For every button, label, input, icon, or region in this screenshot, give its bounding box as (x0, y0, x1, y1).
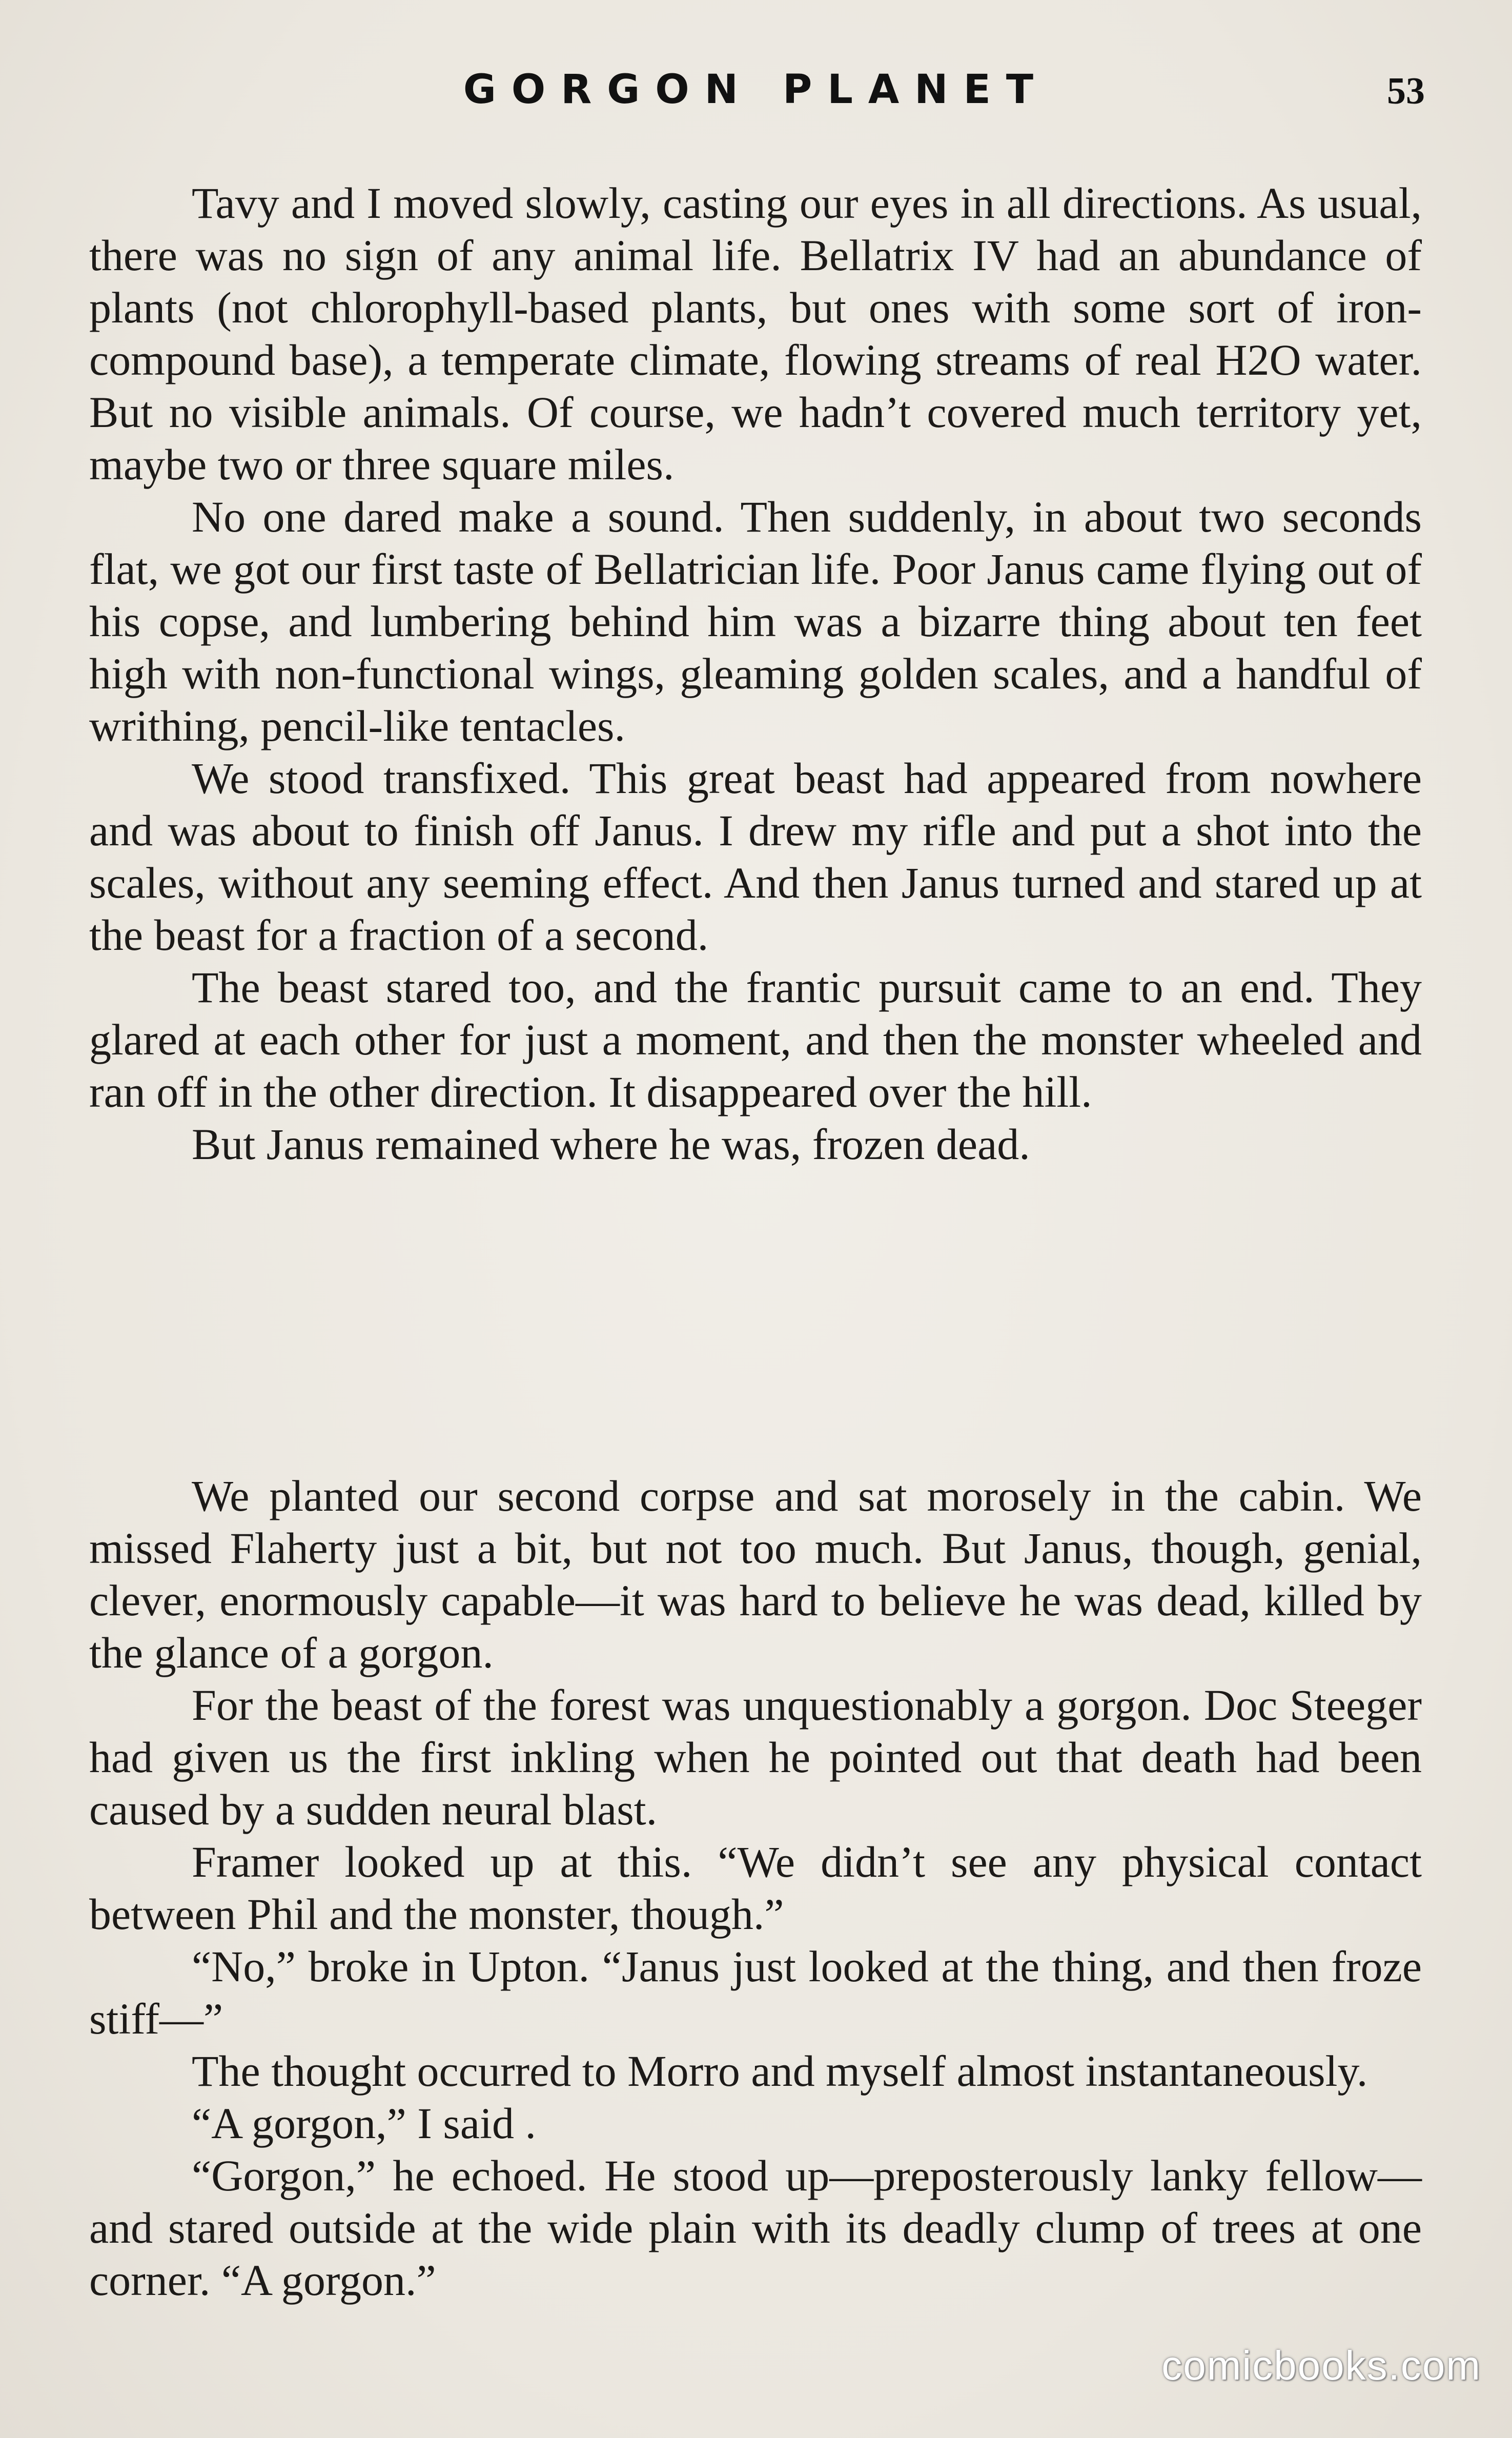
paragraph: For the beast of the forest was unquestionably a gorgon. Doc Steeger had given us the first inkling when he pointed out that death had been caused by a sudden neural blast. (89, 1680, 1422, 1834)
text-section-2 (89, 1470, 1422, 2306)
paragraph: No one dared make a sound. Then suddenly, in about two seconds flat, we got our first taste of Bellatrician life. Poor Janus came flying out of his copse, and lumbering behind him was a bizarre thing about ten feet high with non-functional wings, gleaming golden scales, and a handful of writhing, pencil-like tentacles. (89, 492, 1422, 750)
paragraph: “A gorgon,” I said . (192, 2099, 536, 2148)
paragraph: “Gorgon,” he echoed. He stood up—preposterously lanky fellow—and stared outside at the wide plain with its deadly clump of trees at one corner. “A gorgon.” (89, 2151, 1422, 2305)
paragraph: Framer looked up at this. “We didn’t see any physical contact between Phil and the monster, though.” (89, 1837, 1422, 1939)
paragraph: But Janus remained where he was, frozen dead. (192, 1120, 1030, 1169)
watermark: comicbooks.com (1161, 2343, 1481, 2388)
paragraph: We planted our second corpse and sat morosely in the cabin. We missed Flaherty just a bit, but not too much. But Janus, though, genial, clever, enormously capable—it was hard to believe he was dead, killed by the glance of a gorgon. (89, 1471, 1422, 1677)
paragraph: Tavy and I moved slowly, casting our eyes in all directions. As usual, there was no sign of any animal life. Bellatrix IV had an abundance of plants (not chlorophyll-based plants, but ones with some sort of iron-compound base), a temperate climate, flowing streams of real H2O water. But no visible animals. Of course, we hadn’t covered much territory yet, maybe two or three square miles. (89, 178, 1422, 489)
paragraph: The beast stared too, and the frantic pursuit came to an end. They glared at each other for just a moment, and then the monster wheeled and ran off in the other direction. It disappeared over the hill. (89, 963, 1422, 1116)
running-title: GORGON PLANET (463, 67, 1049, 113)
page-number: 53 (1387, 70, 1425, 112)
paragraph: The thought occurred to Morro and myself almost instantaneously. (192, 2046, 1368, 2096)
running-head (0, 67, 1512, 123)
text-section-1 (89, 177, 1422, 1170)
paragraph: We stood transfixed. This great beast had appeared from nowhere and was about to finish off Janus. I drew my rifle and put a shot into the scales, without any seeming effect. And then Janus turned and stared up at the beast for a fraction of a second. (89, 754, 1422, 960)
paragraph: “No,” broke in Upton. “Janus just looked at the thing, and then froze stiff—” (89, 1942, 1422, 2043)
